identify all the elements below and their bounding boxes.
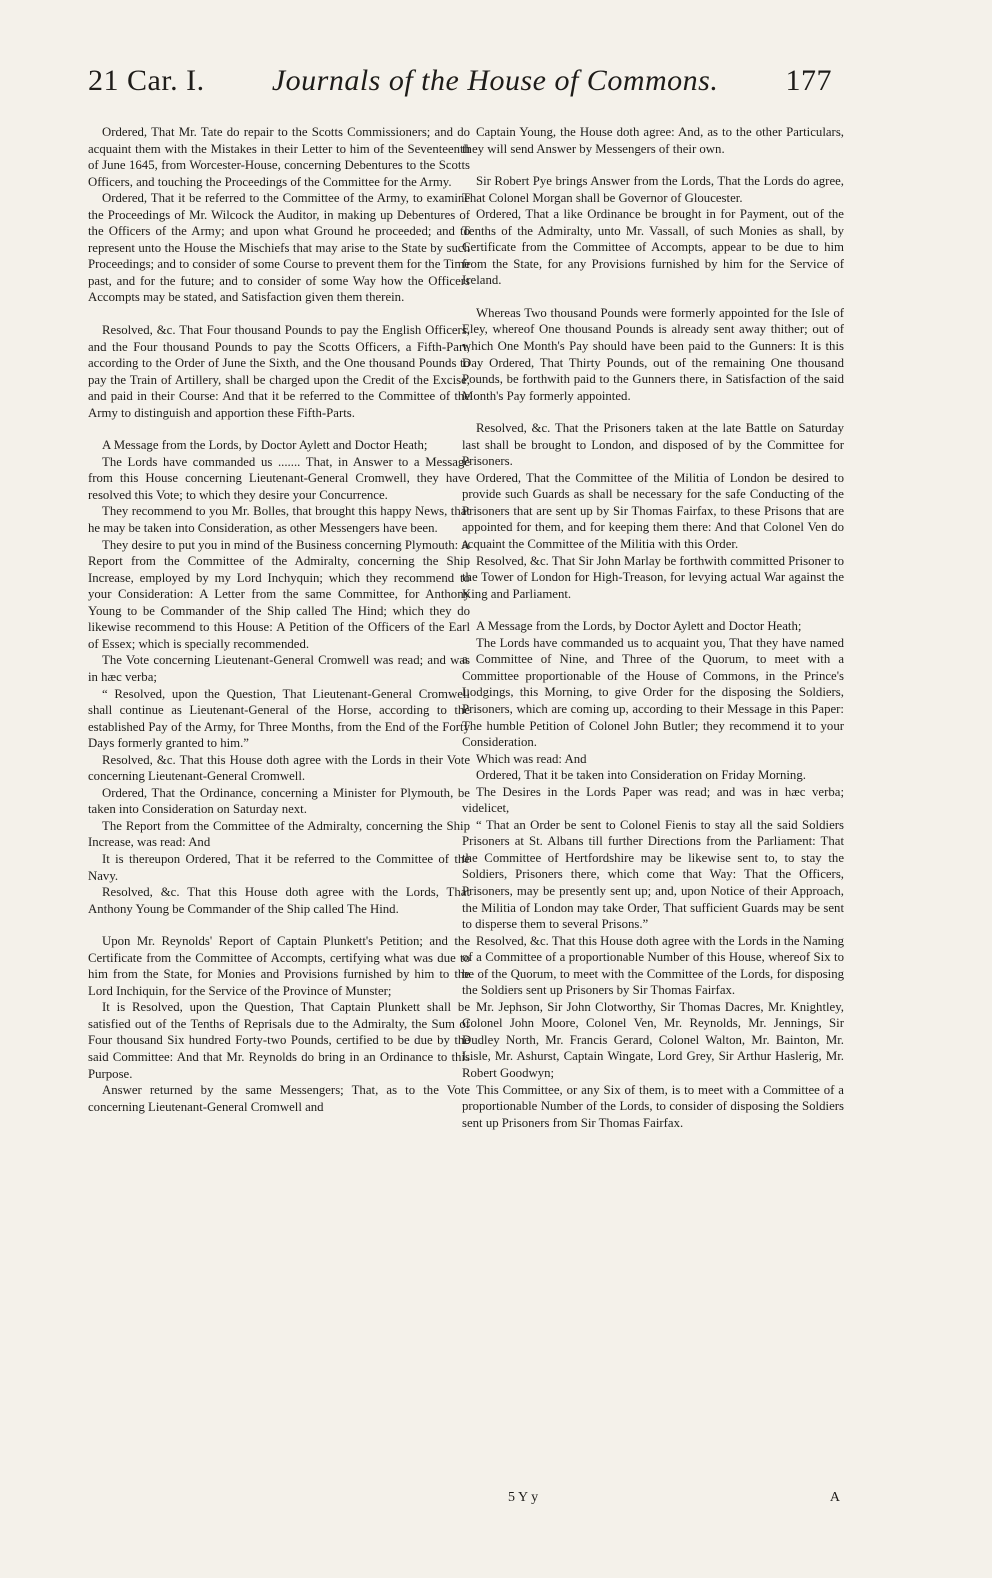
paragraph: Ordered, That a like Ordinance be brought in for Payment, out of the Tenths of the Admiralty, unto Mr. Vassall, of such Monies as shall, by Certificate from the Committee of Accompts, appear to be due to him from the State, for any Provisions furnished by him for the Service of Ireland. — [462, 207, 844, 288]
paragraph: The Lords have commanded us ....... That, in Answer to a Message from this House concerning Lieutenant-General Cromwell, they have resolved this Vote; to which they desire your Concurrence. — [88, 454, 470, 502]
paragraph: Ordered, That the Committee of the Militia of London be desired to provide such Guards as shall be necessary for the safe Conducting of the Prisoners that are sent up by Sir Thomas Fairfax, to these Prisons that are appointed for them, and for keeping them there: And that Colonel Ven do acquaint the Committee of the Militia with this Order. — [462, 470, 844, 552]
signature-mark: 5 Y y — [508, 1490, 539, 1505]
paragraph: This Committee, or any Six of them, is to meet with a Committee of a proportionable Number of the Lords, to consider of disposing the Soldiers sent up Prisoners from Sir Thomas Fairfax. — [462, 1082, 844, 1130]
paragraph: The Desires in the Lords Paper was read; and was in hæc verba; videlicet, — [462, 784, 844, 816]
paragraph: They recommend to you Mr. Bolles, that brought this happy News, that he may be taken into Consideration, as other Messengers have been. — [88, 504, 470, 536]
right-column — [462, 124, 844, 1131]
paragraph: Captain Young, the House doth agree: And, as to the other Particulars, they will send Answer by Messengers of their own. — [462, 125, 844, 156]
paragraph: Ordered, That the Ordinance, concerning a Minister for Plymouth, be taken into Consideration on Saturday next. — [88, 785, 470, 817]
quoted-desires: “ That an Order be sent to Colonel Fienis to stay all the said Soldiers Prisoners at St. Albans till further Directions from the Parliament: That the Committee of Hertfordshire may be likewise sent to, to stay the Soldiers, Prisoners there, which come that Way: That the Officers, Prisoners, may be presently sent up; and, upon Notice of their Approach, the Militia of London may take Order, That sufficient Guards may be sent to disperse them to several Prisons.” — [462, 817, 844, 932]
paragraph: Resolved, &c. That this House doth agree with the Lords in the Naming of a Committee of a proportionable Number of this House, whereof Six to be of the Quorum, to meet with the Committee of the Lords, for disposing the Soldiers sent up Prisoners by Sir Thomas Fairfax. — [462, 933, 844, 998]
paragraph: They desire to put you in mind of the Business concerning Plymouth: A Report from the Committee of the Admiralty, concerning the Ship Increase, employed by my Lord Inchyquin; which they recommend to your Consideration: A Letter from the same Committee, for Anthony Young to be Commander of the Ship called The Hind; which they do likewise recommend to this House: A Petition of the Officers of the Earl of Essex; which is specially recommended. — [88, 537, 470, 651]
paragraph: Ordered, That Mr. Tate do repair to the Scotts Commissioners; and do acquaint them with the Mistakes in their Letter to him of the Seventeenth of June 1645, from Worcester-House, concerning Debentures to the Scotts Officers, and touching the Proceedings of the Committee for the Army. — [88, 125, 470, 189]
paragraph: It is thereupon Ordered, That it be referred to the Committee of the Navy. — [88, 851, 470, 883]
regnal-year: 21 Car. I. — [88, 64, 205, 97]
catchword: A — [829, 1490, 840, 1505]
paragraph: Resolved, &c. That Sir John Marlay be forthwith committed Prisoner to the Tower of London for High-Treason, for levying actual War against the King and Parliament. — [462, 553, 844, 601]
paragraph: A Message from the Lords, by Doctor Aylett and Doctor Heath; — [476, 619, 802, 634]
paragraph: Resolved, &c. That this House doth agree with the Lords in their Vote concerning Lieutenant-General Cromwell. — [88, 752, 470, 784]
paragraph: Resolved, &c. That the Prisoners taken at the late Battle on Saturday last shall be brought to London, and disposed of by the Committee for Prisoners. — [462, 421, 844, 469]
page-number: 177 — [785, 64, 832, 97]
paragraph: Ordered, That it be referred to the Committee of the Army, to examine the Proceedings of Mr. Wilcock the Auditor, in making up Debentures of the Officers of the Army; and upon what Ground he proceeded; and to represent unto the House the Mischiefs that may arise to the State by such Proceedings; and to consider of some Course to prevent them for the Time past, and for the future; and to consider of some Way how the Officers Accompts may be stated, and Satisfaction given them therein. — [88, 191, 470, 305]
page-footer — [88, 1490, 840, 1508]
paragraph: Which was read: And — [476, 751, 587, 766]
committee-members: Mr. Jephson, Sir John Clotworthy, Sir Thomas Dacres, Mr. Knightley, Colonel John Moore, Colonel Ven, Mr. Reynolds, Mr. Jennings, Sir Dudley North, Mr. Francis Gerard, Colonel Walton, Mr. Bainton, Mr. Lisle, Mr. Ashurst, Captain Wingate, Lord Grey, Sir Arthur Haslerig, Mr. Robert Goodwyn; — [462, 999, 844, 1080]
running-header — [88, 64, 832, 108]
quoted-vote: “ Resolved, upon the Question, That Lieutenant-General Cromwell shall continue as Lieutenant-General of the Horse, according to the established Pay of the Army, for Three Months, from the End of the Forty Days formerly granted to him.” — [88, 686, 470, 751]
paragraph: The Report from the Committee of the Admiralty, concerning the Ship Increase, was read: And — [88, 818, 470, 850]
paragraph: The Lords have commanded us to acquaint you, That they have named a Committee of Nine, and Three of the Quorum, to meet with a Committee proportionable of the House of Commons, in the Prince's Lodgings, this Morning, to give Order for the disposing the Soldiers, Prisoners, which are coming up, according to their Message in this Paper: The humble Petition of Colonel John Butler; they recommend it to your Consideration. — [462, 635, 844, 750]
paragraph: Sir Robert Pye brings Answer from the Lords, That the Lords do agree, That Colonel Morgan shall be Governor of Gloucester. — [462, 174, 844, 205]
left-column — [88, 124, 470, 1115]
paragraph: The Vote concerning Lieutenant-General Cromwell was read; and was in hæc verba; — [88, 653, 470, 684]
page-title: Journals of the House of Commons. — [271, 64, 719, 97]
paragraph: It is Resolved, upon the Question, That Captain Plunkett shall be satisfied out of the Tenths of Reprisals due to the Admiralty, the Sum of Four thousand Six hundred Forty-two Pounds, certified to be due by the said Committee: And that Mr. Reynolds do bring in an Ordinance to this Purpose. — [88, 1000, 470, 1081]
paragraph: Whereas Two thousand Pounds were formerly appointed for the Isle of Eley, whereof One thousand Pounds is already sent away thither; out of which One Month's Pay should have been paid to the Gunners: It is this Day Ordered, That Thirty Pounds, out of the remaining One thousand Pounds, be forthwith paid to the Gunners there, in Satisfaction of the said Month's Pay formerly appointed. — [462, 305, 844, 403]
paragraph: Resolved, &c. That this House doth agree with the Lords, That Anthony Young be Commander of the Ship called The Hind. — [88, 885, 470, 916]
paragraph: A Message from the Lords, by Doctor Aylett and Doctor Heath; — [102, 438, 428, 453]
paragraph: Upon Mr. Reynolds' Report of Captain Plunkett's Petition; and the Certificate from the Committee of Accompts, certifying what was due to him from the State, for Monies and Provisions furnished by him to the Lord Inchiquin, for the Service of the Province of Munster; — [88, 934, 470, 998]
paragraph: Ordered, That it be taken into Consideration on Friday Morning. — [476, 768, 806, 783]
paragraph: Resolved, &c. That Four thousand Pounds to pay the English Officers, and the Four thousand Pounds to pay the Scotts Officers, a Fifth-Part, according to the Order of June the Sixth, and the One thousand Pounds to pay the Train of Artillery, shall be charged upon the Credit of the Excise, and paid in their Course: And that it be referred to the Committee of the Army to distinguish and apportion these Fifth-Parts. — [88, 323, 470, 420]
paragraph: Answer returned by the same Messengers; That, as to the Vote concerning Lieutenant-General Cromwell and — [88, 1083, 470, 1114]
